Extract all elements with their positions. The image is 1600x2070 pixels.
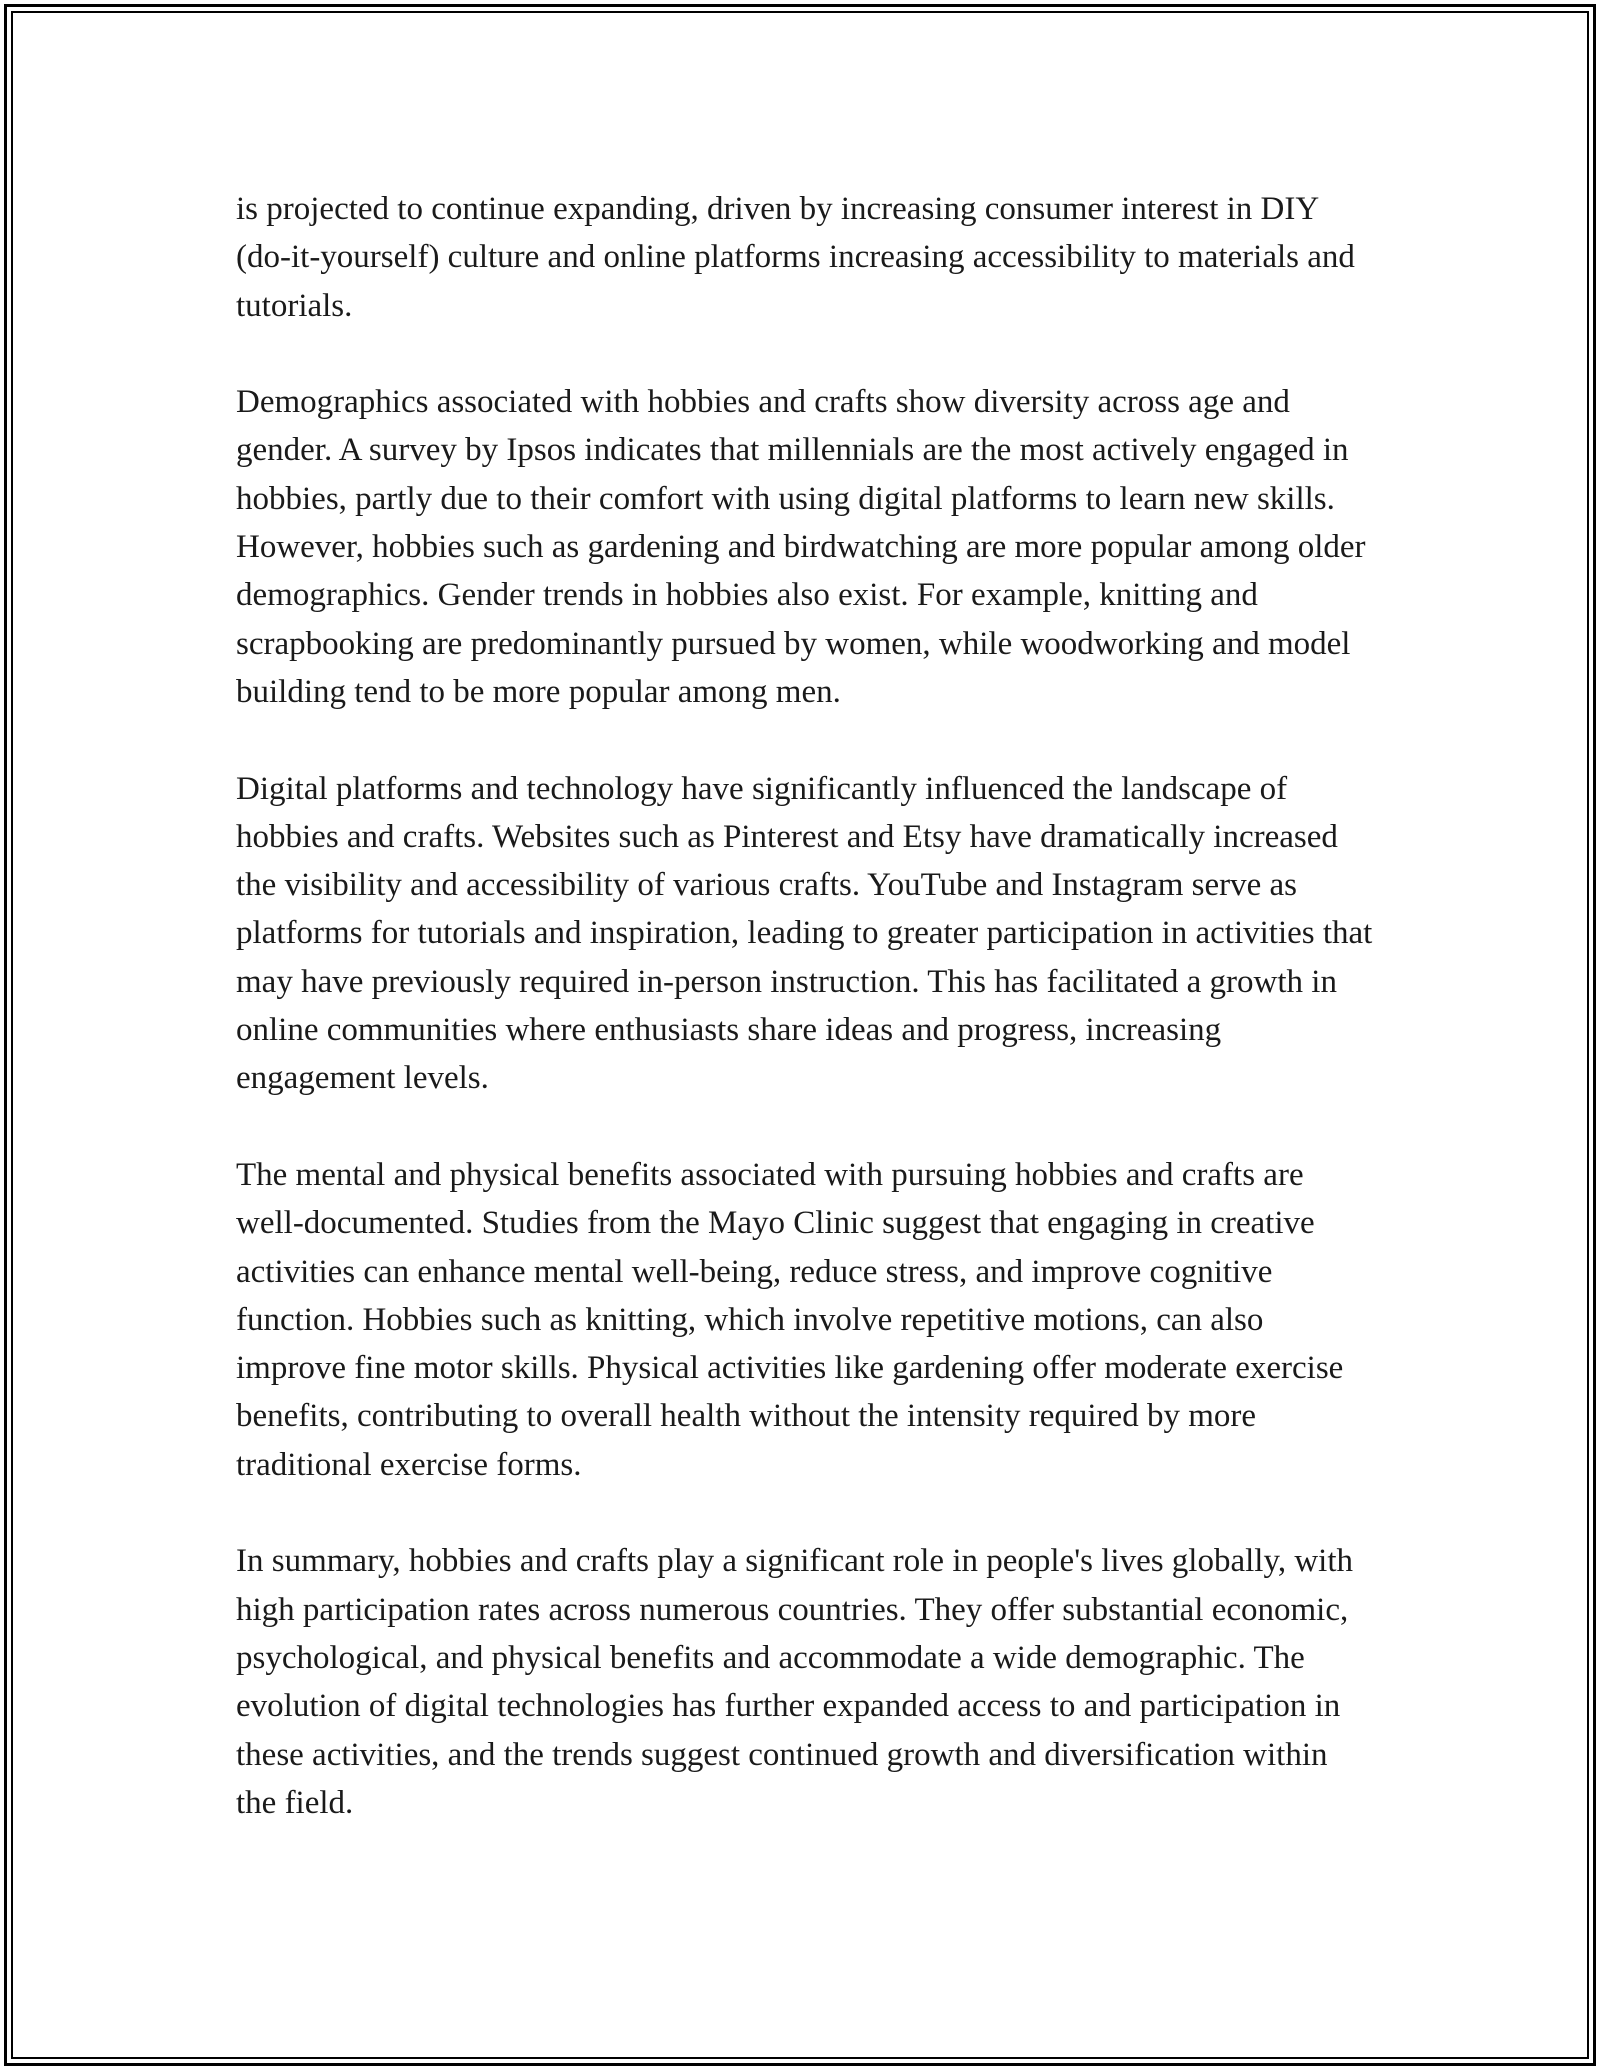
paragraph-summary: In summary, hobbies and crafts play a significant role in people's lives globally, with high participation rates across numerous countries. They offer substantial economic, psychological, and physical benefits and accommodate a wide demographic. The evolution of digital technologies has further expanded access to and participation in these activities, and the trends suggest continued growth and diversification within the field. [236,1543,1353,1821]
paragraph-demographics: Demographics associated with hobbies and crafts show diversity across age and gender. A survey by Ipsos indicates that millennials are the most actively engaged in hobbies, partly due to their comfort with using digital platforms to learn new skills. However, hobbies such as gardening and birdwatching are more popular among older demographics. Gender trends in hobbies also exist. For example, knitting and scrapbooking are predominantly pursued by women, while woodworking and model building tend to be more popular among men. [236,384,1366,710]
document-body [236,185,1376,1875]
paragraph-market-projection: is projected to continue expanding, driven by increasing consumer interest in DIY (do-it-yourself) culture and online platforms increasing accessibility to materials and tutorials. [236,191,1355,324]
paragraph-digital-platforms: Digital platforms and technology have significantly influenced the landscape of hobbies and crafts. Websites such as Pinterest and Etsy have dramatically increased the visibility and accessibility of various crafts. YouTube and Instagram serve as platforms for tutorials and inspiration, leading to greater participation in activities that may have previously required in-person instruction. This has facilitated a growth in online communities where enthusiasts share ideas and progress, increasing engagement levels. [236,770,1373,1097]
paragraph-benefits: The mental and physical benefits associated with pursuing hobbies and crafts are well-documented. Studies from the Mayo Clinic suggest that engaging in creative activities can enhance mental well-being, reduce stress, and improve cognitive function. Hobbies such as knitting, which involve repetitive motions, can also improve fine motor skills. Physical activities like gardening offer moderate exercise benefits, contributing to overall health without the intensity required by more traditional exercise forms. [236,1156,1344,1483]
